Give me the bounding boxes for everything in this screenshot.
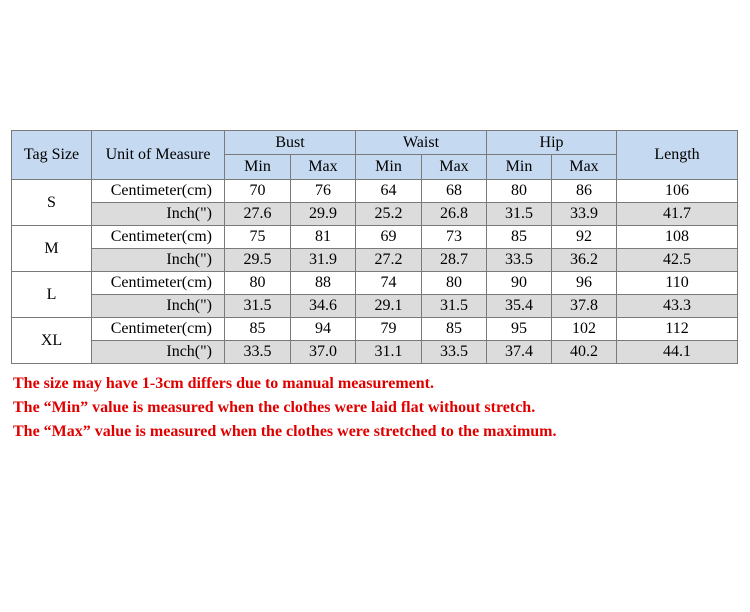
header-bust-min: Min xyxy=(225,155,291,180)
value-cell-bust-min: 75 xyxy=(225,226,291,249)
tag-size-cell: XL xyxy=(12,318,92,364)
value-cell-bust-min: 80 xyxy=(225,272,291,295)
value-cell-length: 42.5 xyxy=(617,249,738,272)
value-cell-hip-min: 31.5 xyxy=(487,203,552,226)
tag-size-cell: S xyxy=(12,180,92,226)
value-cell-hip-max: 86 xyxy=(552,180,617,203)
value-cell-bust-min: 70 xyxy=(225,180,291,203)
unit-cell: Centimeter(cm) xyxy=(92,226,225,249)
header-hip-max: Max xyxy=(552,155,617,180)
table-row-l-cm xyxy=(12,272,738,295)
header-unit-of-measure: Unit of Measure xyxy=(92,131,225,180)
header-length: Length xyxy=(617,131,738,180)
value-cell-waist-min: 31.1 xyxy=(356,341,422,364)
tag-size-cell: M xyxy=(12,226,92,272)
value-cell-bust-min: 31.5 xyxy=(225,295,291,318)
value-cell-hip-min: 85 xyxy=(487,226,552,249)
value-cell-bust-max: 34.6 xyxy=(291,295,356,318)
header-waist: Waist xyxy=(356,131,487,155)
table-row-xl-inch xyxy=(12,341,738,364)
value-cell-waist-min: 27.2 xyxy=(356,249,422,272)
value-cell-hip-max: 92 xyxy=(552,226,617,249)
note-item: The “Max” value is measured when the clothes were stretched to the maximum. xyxy=(13,423,557,440)
value-cell-hip-max: 36.2 xyxy=(552,249,617,272)
value-cell-waist-max: 28.7 xyxy=(422,249,487,272)
value-cell-waist-min: 69 xyxy=(356,226,422,249)
table-row-m-cm xyxy=(12,226,738,249)
value-cell-bust-max: 29.9 xyxy=(291,203,356,226)
header-hip: Hip xyxy=(487,131,617,155)
value-cell-waist-max: 80 xyxy=(422,272,487,295)
header-waist-min: Min xyxy=(356,155,422,180)
size-chart-table xyxy=(11,130,738,364)
header-bust: Bust xyxy=(225,131,356,155)
table-body xyxy=(12,180,738,364)
value-cell-hip-min: 90 xyxy=(487,272,552,295)
value-cell-hip-max: 33.9 xyxy=(552,203,617,226)
header-hip-min: Min xyxy=(487,155,552,180)
tag-size-cell: L xyxy=(12,272,92,318)
value-cell-hip-min: 80 xyxy=(487,180,552,203)
value-cell-bust-max: 31.9 xyxy=(291,249,356,272)
table-row-xl-cm xyxy=(12,318,738,341)
unit-cell: Inch(") xyxy=(92,203,225,226)
value-cell-bust-max: 88 xyxy=(291,272,356,295)
unit-cell: Centimeter(cm) xyxy=(92,180,225,203)
value-cell-waist-min: 25.2 xyxy=(356,203,422,226)
value-cell-hip-max: 40.2 xyxy=(552,341,617,364)
value-cell-bust-max: 81 xyxy=(291,226,356,249)
table-row-m-inch xyxy=(12,249,738,272)
table-row-l-inch xyxy=(12,295,738,318)
value-cell-hip-min: 37.4 xyxy=(487,341,552,364)
value-cell-waist-min: 79 xyxy=(356,318,422,341)
value-cell-length: 112 xyxy=(617,318,738,341)
value-cell-hip-min: 33.5 xyxy=(487,249,552,272)
size-notes xyxy=(13,372,557,444)
header-tag-size: Tag Size xyxy=(12,131,92,180)
value-cell-hip-max: 96 xyxy=(552,272,617,295)
unit-cell: Inch(") xyxy=(92,341,225,364)
value-cell-length: 110 xyxy=(617,272,738,295)
note-item: The “Min” value is measured when the clothes were laid flat without stretch. xyxy=(13,399,536,416)
value-cell-hip-min: 95 xyxy=(487,318,552,341)
unit-cell: Inch(") xyxy=(92,249,225,272)
value-cell-waist-max: 85 xyxy=(422,318,487,341)
value-cell-waist-max: 26.8 xyxy=(422,203,487,226)
value-cell-length: 106 xyxy=(617,180,738,203)
value-cell-bust-min: 27.6 xyxy=(225,203,291,226)
note-item: The size may have 1-3cm differs due to manual measurement. xyxy=(13,375,434,392)
value-cell-hip-max: 37.8 xyxy=(552,295,617,318)
value-cell-waist-max: 73 xyxy=(422,226,487,249)
header-waist-max: Max xyxy=(422,155,487,180)
table-header xyxy=(12,131,738,180)
value-cell-waist-max: 68 xyxy=(422,180,487,203)
value-cell-waist-min: 74 xyxy=(356,272,422,295)
unit-cell: Centimeter(cm) xyxy=(92,272,225,295)
value-cell-waist-min: 64 xyxy=(356,180,422,203)
unit-cell: Inch(") xyxy=(92,295,225,318)
header-bust-max: Max xyxy=(291,155,356,180)
value-cell-bust-max: 76 xyxy=(291,180,356,203)
header-row-top xyxy=(12,131,738,155)
value-cell-bust-max: 37.0 xyxy=(291,341,356,364)
value-cell-bust-min: 85 xyxy=(225,318,291,341)
value-cell-length: 41.7 xyxy=(617,203,738,226)
table-row-s-cm xyxy=(12,180,738,203)
value-cell-bust-max: 94 xyxy=(291,318,356,341)
value-cell-hip-min: 35.4 xyxy=(487,295,552,318)
value-cell-waist-max: 33.5 xyxy=(422,341,487,364)
value-cell-bust-min: 33.5 xyxy=(225,341,291,364)
unit-cell: Centimeter(cm) xyxy=(92,318,225,341)
value-cell-length: 44.1 xyxy=(617,341,738,364)
table-row-s-inch xyxy=(12,203,738,226)
value-cell-bust-min: 29.5 xyxy=(225,249,291,272)
value-cell-waist-max: 31.5 xyxy=(422,295,487,318)
value-cell-waist-min: 29.1 xyxy=(356,295,422,318)
value-cell-length: 108 xyxy=(617,226,738,249)
value-cell-length: 43.3 xyxy=(617,295,738,318)
value-cell-hip-max: 102 xyxy=(552,318,617,341)
